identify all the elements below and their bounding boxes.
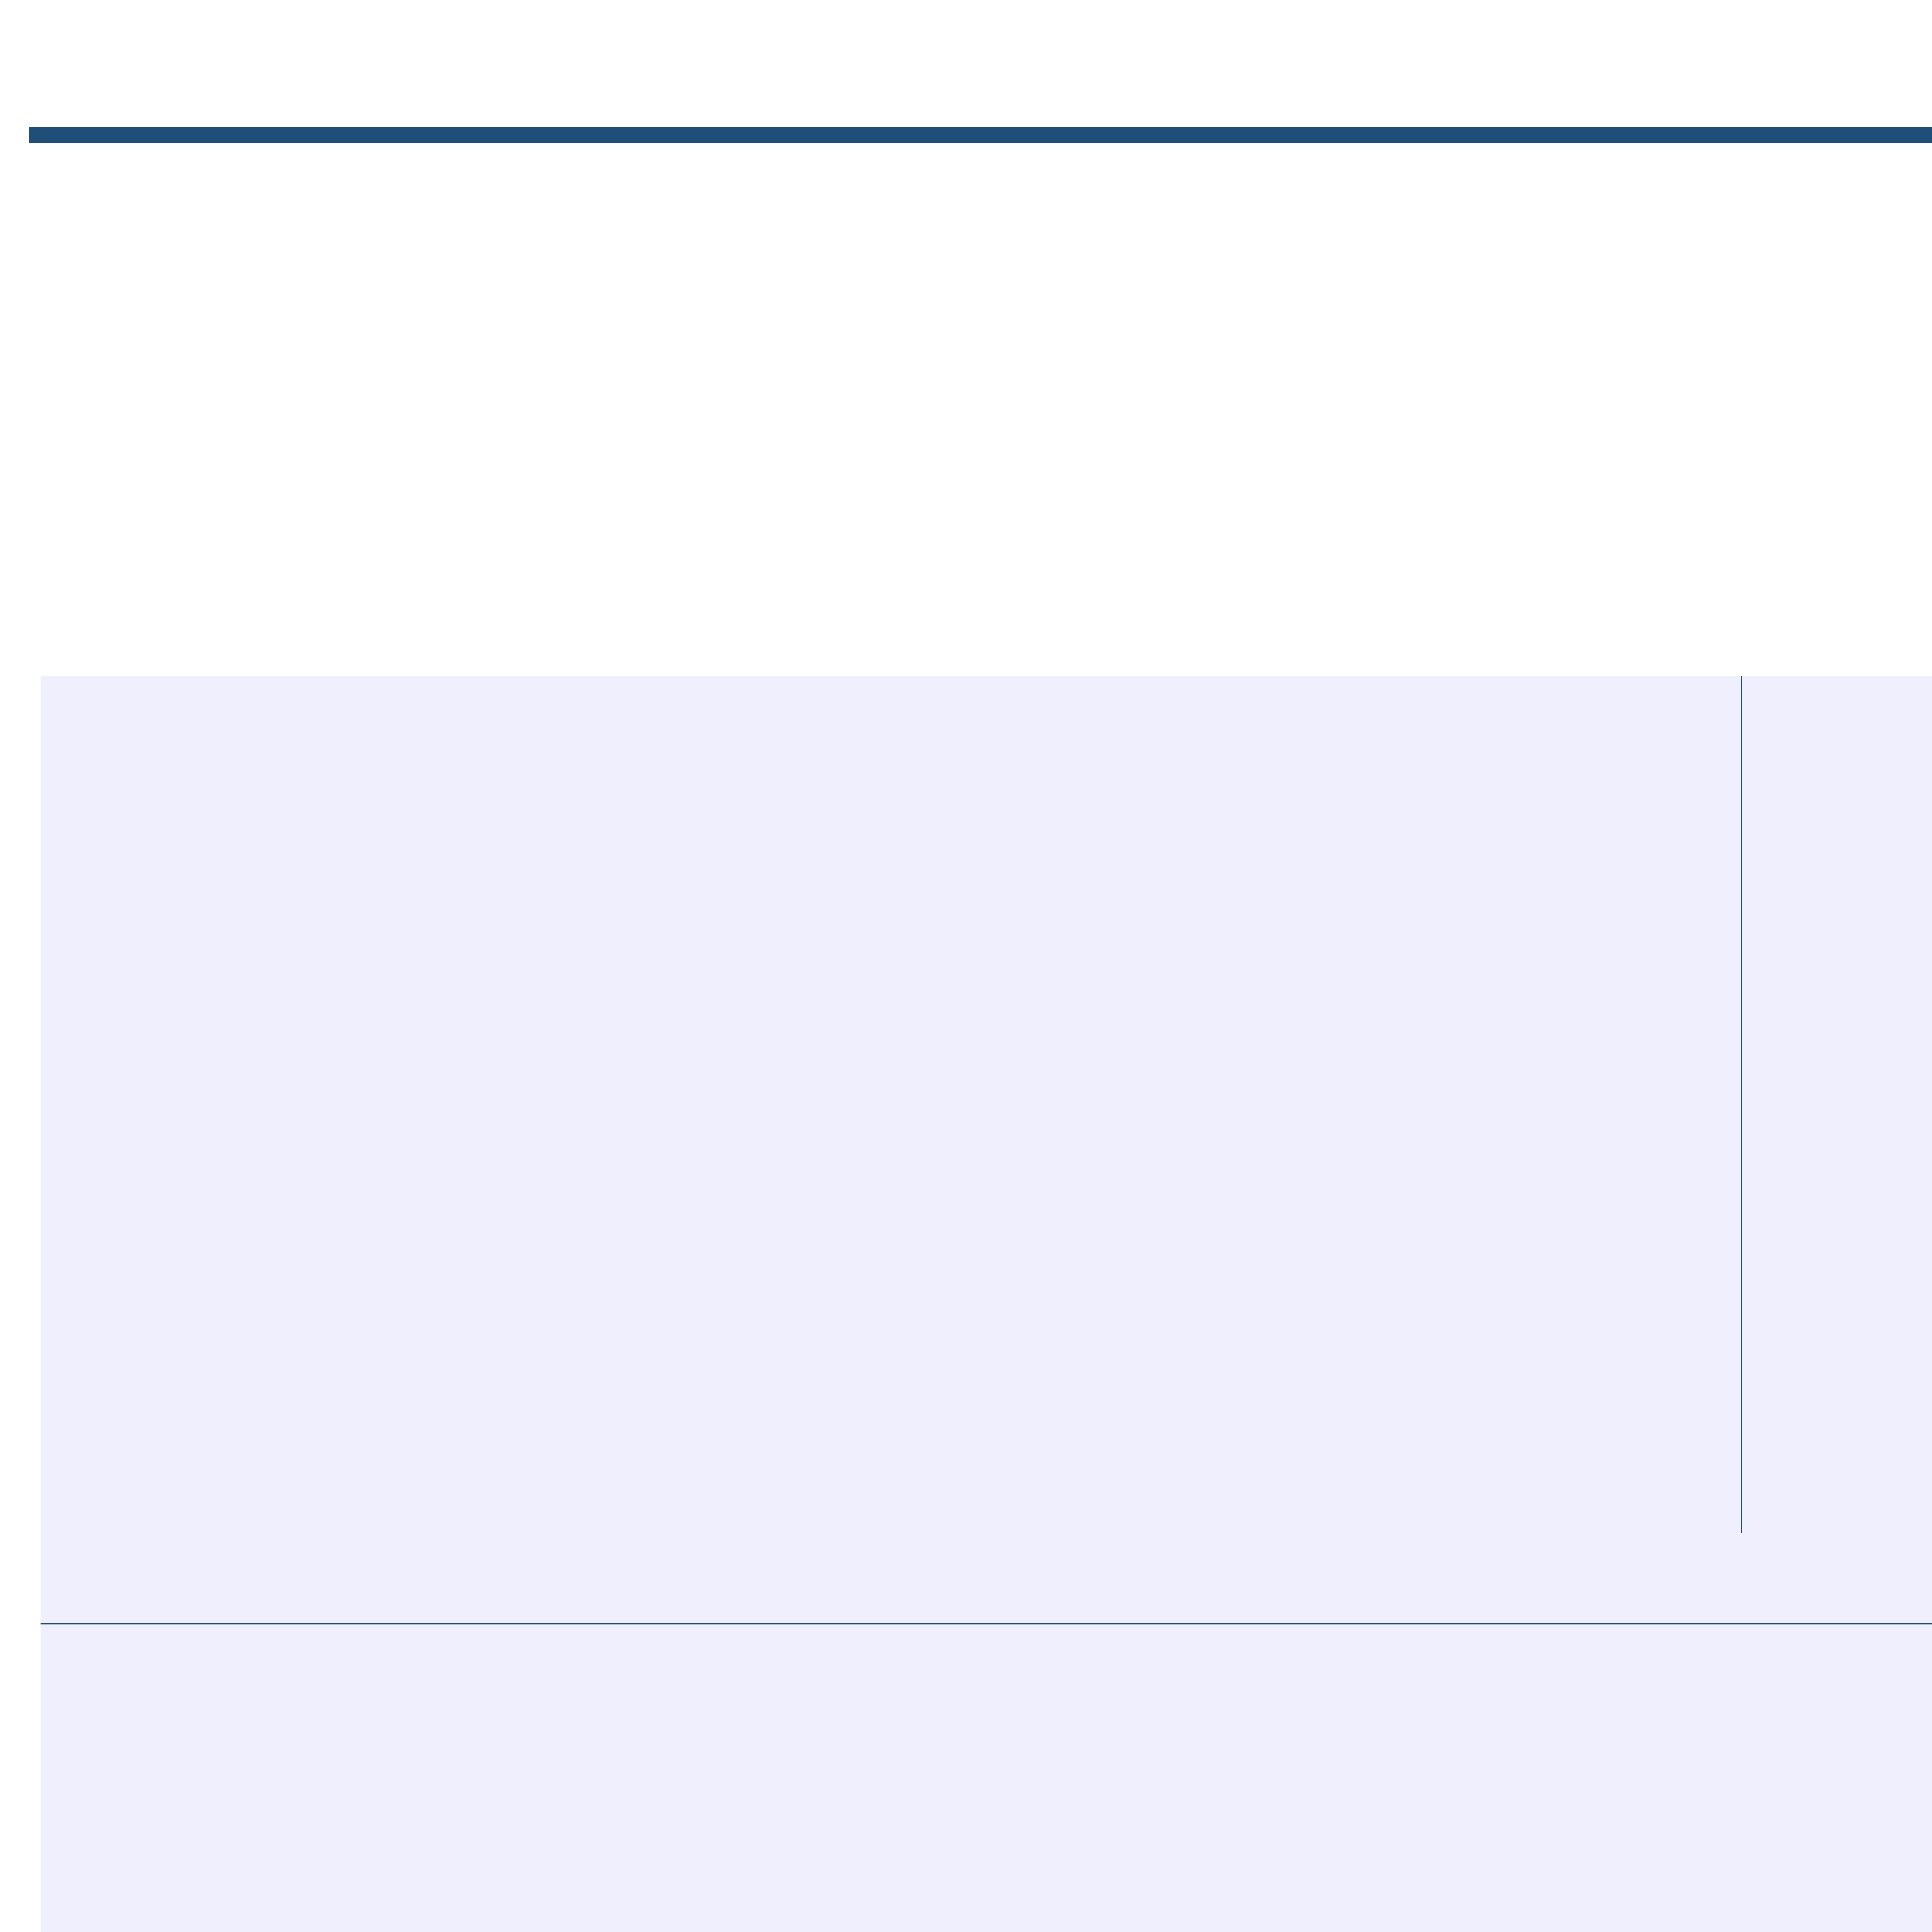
note-divider	[41, 1623, 1932, 1624]
proposal-1-row	[41, 684, 1932, 769]
voting-items-panel	[41, 676, 1932, 1932]
recommendation-column-divider	[1741, 676, 1742, 1533]
header-divider	[29, 127, 1932, 143]
